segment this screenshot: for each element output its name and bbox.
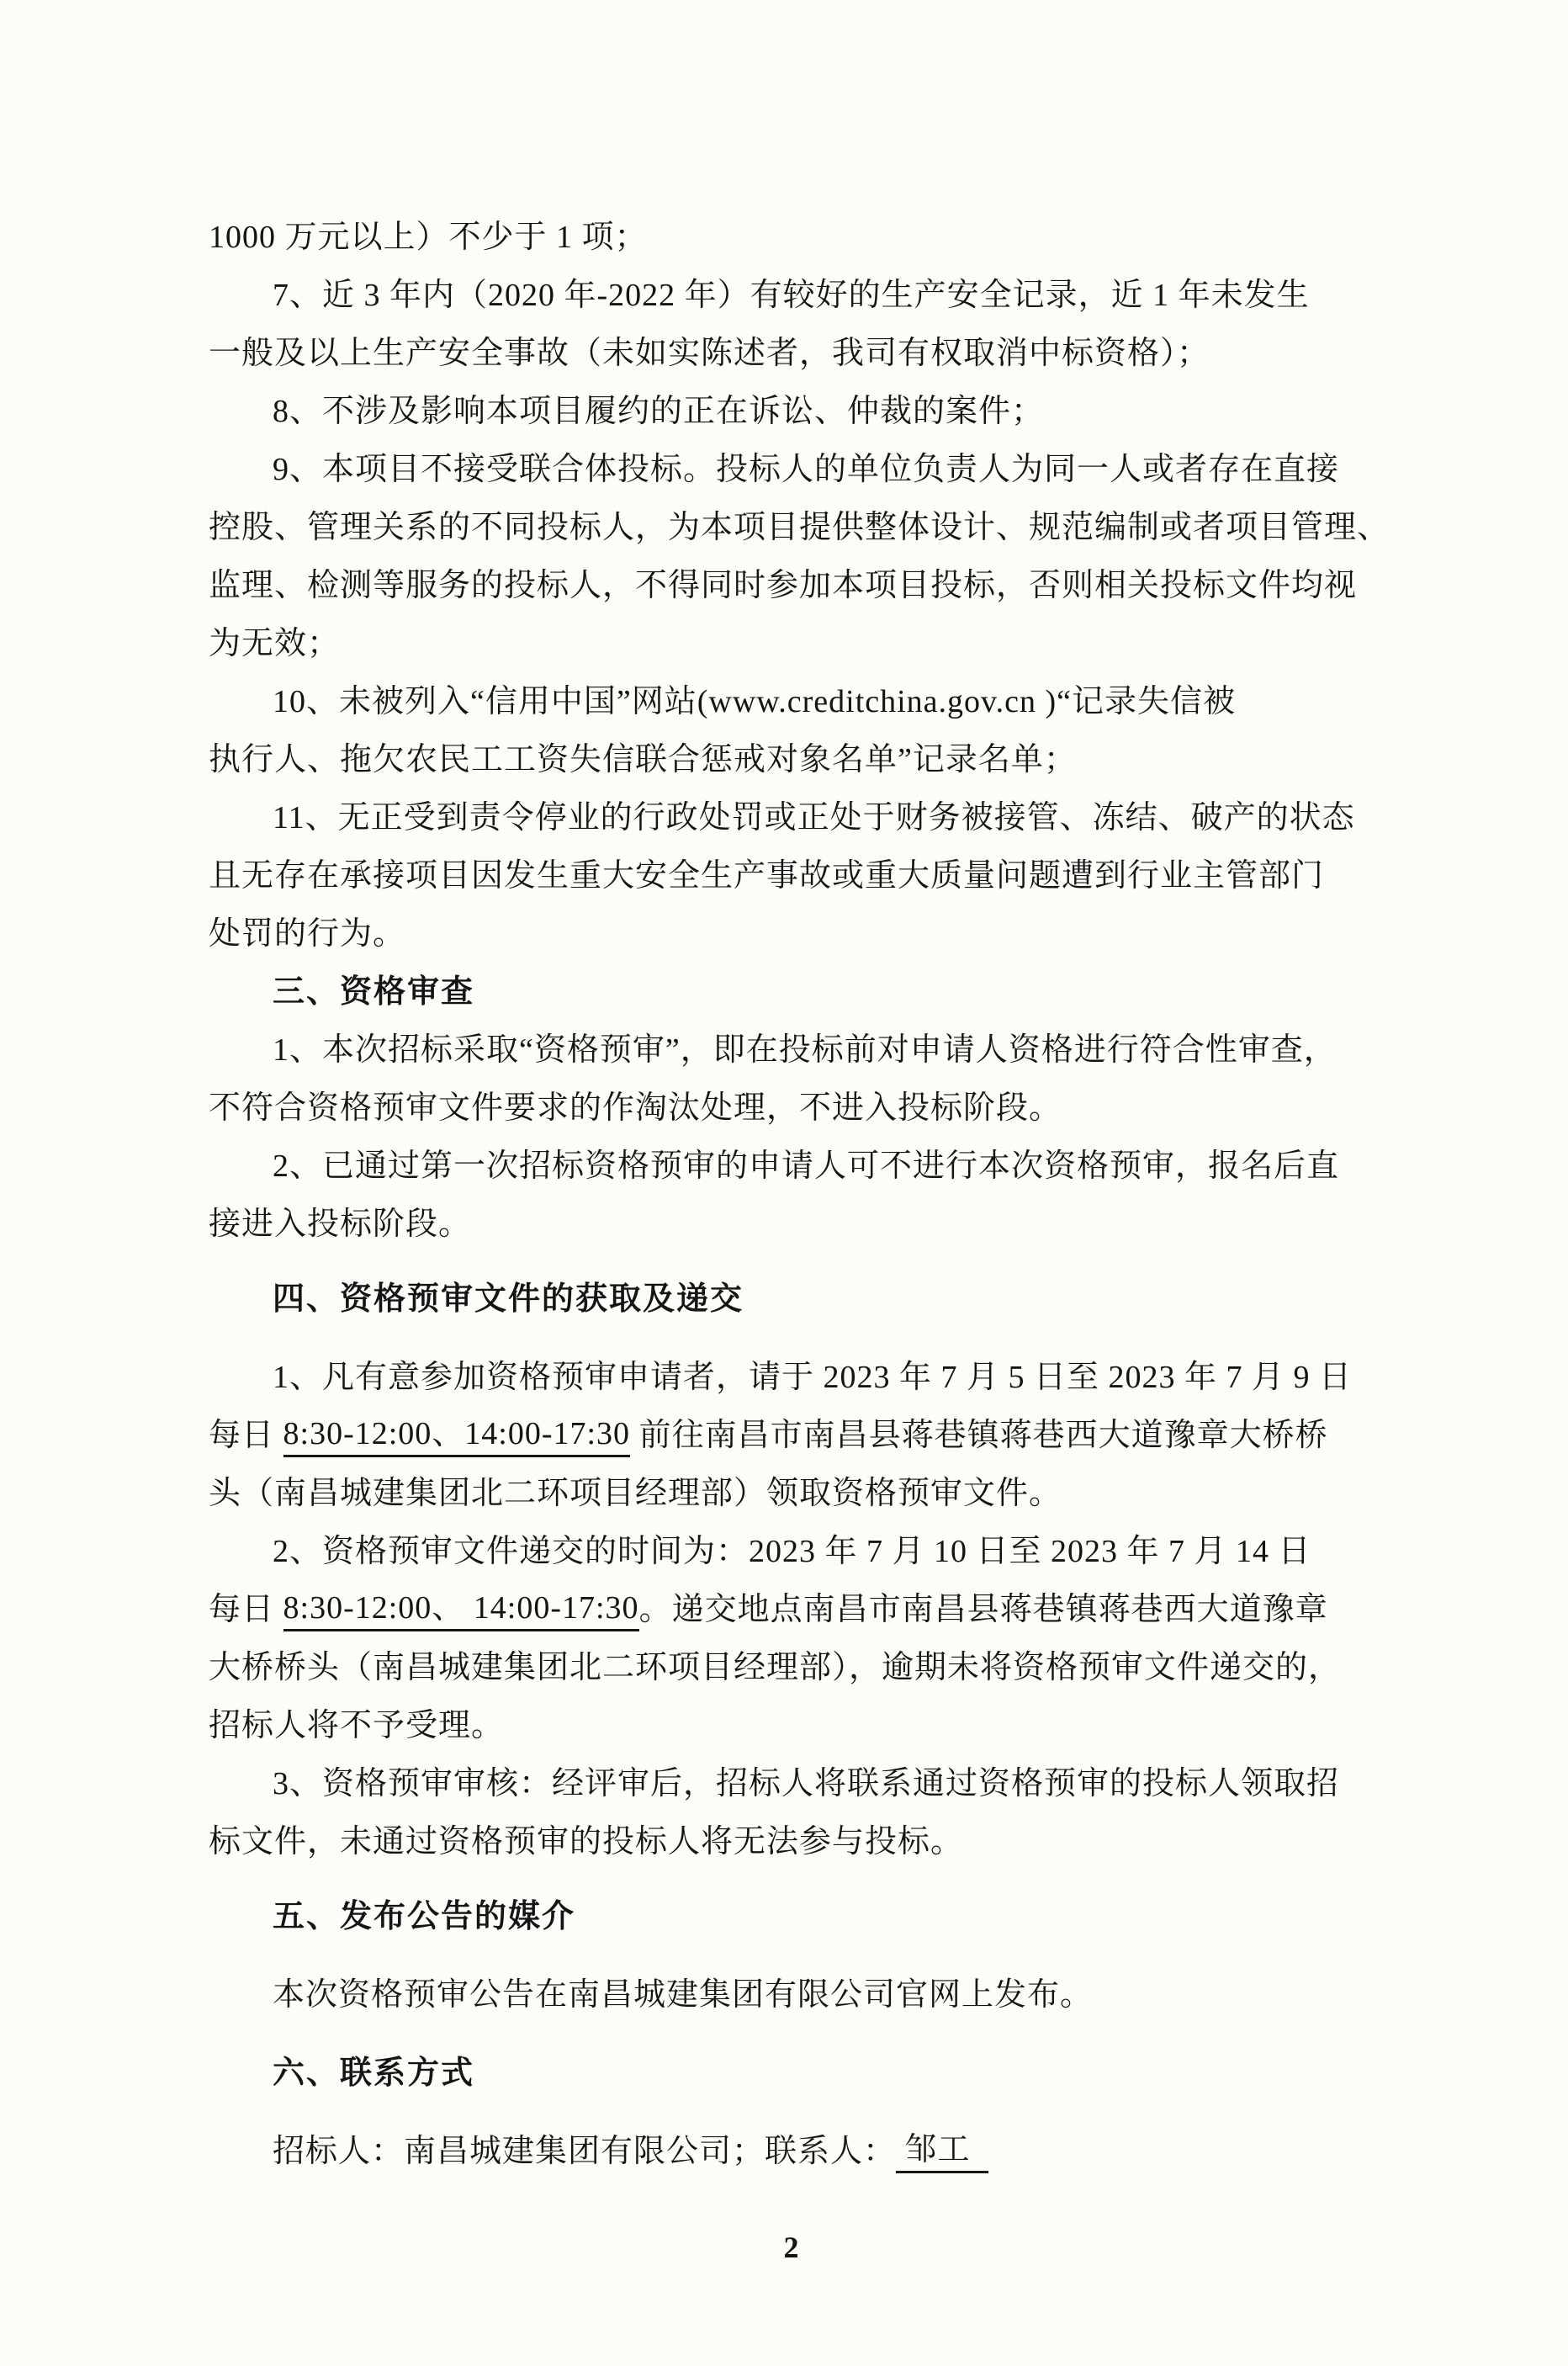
text-segment: 9、本项目不接受联合体投标。投标人的单位负责人为同一人或者存在直接	[273, 452, 1340, 487]
underlined-text: 8:30-12:00、 14:00-17:30	[283, 1581, 639, 1631]
text-line	[209, 263, 1374, 321]
text-segment: 三、资格审查	[273, 974, 475, 1010]
text-segment: 8、不涉及影响本项目履约的正在诉讼、仲裁的案件；	[273, 394, 1045, 429]
text-line	[209, 1403, 1374, 1461]
text-segment: 不符合资格预审文件要求的作淘汰处理，不进入投标阶段。	[209, 1090, 1062, 1126]
text-segment: 1、本次招标采取“资格预审”，即在投标前对申请人资格进行符合性审查，	[273, 1032, 1337, 1068]
page-number: 2	[783, 2231, 799, 2264]
text-line	[209, 785, 1374, 843]
document-content	[209, 204, 1391, 2177]
text-line	[209, 1693, 1374, 1751]
section-heading	[209, 1266, 1374, 1324]
text-segment: 11、无正受到责令停业的行政处罚或正处于财务被接管、冻结、破产的状态	[273, 800, 1355, 836]
text-segment: 接进入投标阶段。	[209, 1207, 472, 1242]
text-segment: 标文件，未通过资格预审的投标人将无法参与投标。	[209, 1824, 964, 1859]
text-segment: 执行人、拖欠农民工工资失信联合惩戒对象名单”记录名单；	[209, 742, 1077, 777]
text-segment: 且无存在承接项目因发生重大安全生产事故或重大质量问题遭到行业主管部门	[209, 858, 1325, 894]
text-segment: 2、已通过第一次招标资格预审的申请人可不进行本次资格预审，报名后直	[273, 1149, 1340, 1184]
text-segment: 2、资格预审文件递交的时间为：2023 年 7 月 10 日至 2023 年 7 月 14 日	[273, 1534, 1311, 1569]
text-line	[209, 727, 1374, 785]
text-line	[209, 379, 1374, 437]
text-line	[209, 1751, 1374, 1809]
text-segment: 本次资格预审公告在南昌城建集团有限公司官网上发布。	[273, 1977, 1094, 2013]
text-line	[209, 1075, 1374, 1133]
text-segment: 10、未被列入“信用中国”网站(www.creditchina.gov.cn )“记录失信被	[273, 684, 1236, 719]
text-segment: 1000 万元以上）不少于 1 项；	[209, 220, 648, 255]
text-line	[209, 1191, 1374, 1249]
text-segment: 。递交地点南昌市南昌县蒋巷镇蒋巷西大道豫章	[638, 1592, 1328, 1627]
text-line	[209, 321, 1374, 379]
text-segment: 每日	[209, 1592, 283, 1627]
text-segment: 四、资格预审文件的获取及递交	[273, 1281, 744, 1317]
text-segment: 招标人：南昌城建集团有限公司；联系人：	[273, 2134, 897, 2169]
text-line	[209, 553, 1374, 611]
text-segment: 六、联系方式	[273, 2056, 475, 2091]
text-line	[209, 901, 1374, 959]
text-line	[209, 1577, 1374, 1635]
text-segment: 五、发布公告的媒介	[273, 1899, 576, 1934]
text-segment: 1、凡有意参加资格预审申请者，请于 2023 年 7 月 5 日至 2023 年 7 月 9 日	[273, 1360, 1353, 1395]
text-segment: 头（南昌城建集团北二环项目经理部）领取资格预审文件。	[209, 1476, 1062, 1511]
text-segment: 7、近 3 年内（2020 年-2022 年）有较好的生产安全记录，近 1 年未发生	[273, 278, 1310, 313]
section-heading	[209, 1884, 1374, 1942]
text-line	[209, 843, 1374, 901]
text-segment: 控股、管理关系的不同投标人，为本项目提供整体设计、规范编制或者项目管理、	[209, 510, 1391, 545]
text-line	[209, 1635, 1374, 1693]
text-line	[209, 1962, 1374, 2020]
text-segment: 一般及以上生产安全事故（未如实陈述者，我司有权取消中标资格）；	[209, 336, 1210, 371]
text-line	[209, 611, 1374, 669]
text-line	[209, 495, 1391, 553]
text-segment: 3、资格预审审核：经评审后，招标人将联系通过资格预审的投标人领取招	[273, 1766, 1340, 1801]
text-line	[209, 1017, 1374, 1075]
text-segment: 招标人将不予受理。	[209, 1708, 505, 1743]
text-segment: 大桥桥头（南昌城建集团北二环项目经理部），逾期未将资格预审文件递交的，	[209, 1650, 1342, 1685]
text-segment: 处罚的行为。	[209, 916, 406, 952]
text-line	[209, 2119, 1374, 2177]
text-line	[209, 204, 1374, 263]
text-line	[209, 1519, 1374, 1577]
section-heading	[209, 2040, 1374, 2098]
text-line	[209, 669, 1374, 727]
underlined-text: 邹工	[896, 2123, 988, 2173]
section-heading	[209, 959, 1374, 1017]
text-line	[209, 437, 1374, 495]
text-line	[209, 1133, 1374, 1191]
text-line	[209, 1461, 1374, 1519]
underlined-text: 8:30-12:00、14:00-17:30	[283, 1407, 631, 1457]
text-segment: 前往南昌市南昌县蒋巷镇蒋巷西大道豫章大桥桥	[630, 1418, 1328, 1453]
text-segment: 每日	[209, 1418, 283, 1453]
text-segment: 为无效；	[209, 626, 341, 661]
text-line	[209, 1345, 1374, 1403]
text-segment: 监理、检测等服务的投标人，不得同时参加本项目投标，否则相关投标文件均视	[209, 568, 1358, 603]
text-line	[209, 1809, 1374, 1867]
